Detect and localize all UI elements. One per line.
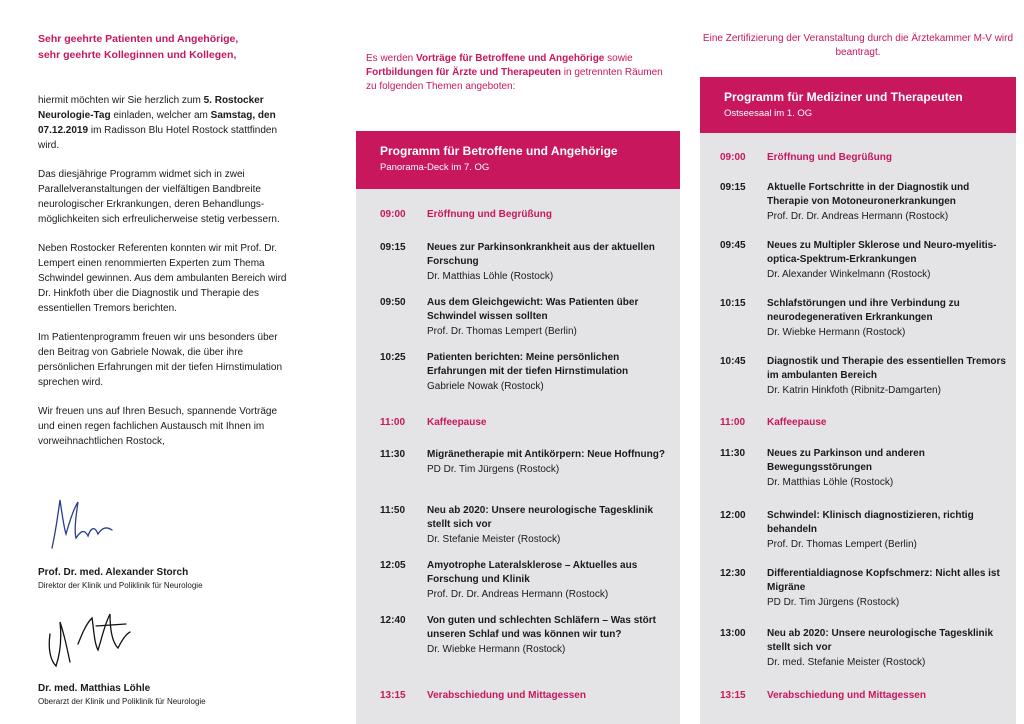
text-run: Fortbildungen für Ärzte und Therapeuten: [366, 67, 561, 78]
program-topic: Neu ab 2020: Unsere neurologische Tagesklinik stellt sich vor: [767, 628, 994, 653]
program-speaker: PD Dr. Tim Jürgens (Rostock): [767, 597, 900, 608]
program-title: Programm für Betroffene und Angehörige: [380, 144, 618, 158]
signature-storch-image: [46, 490, 128, 556]
letter-paragraph: Neben Rostocker Referenten konnten wir mit Prof. Dr. Lempert einen renommierten Experten zum Thema Schwindel gewinnen. Aus dem ambulanten Bereich wird Dr. Hinkfoth über die Diagnostik und Therapie des essentiellen Tremors berichten.: [38, 243, 287, 314]
text-run: einladen, welcher am: [110, 110, 211, 121]
salutation-line: Sehr geehrte Patienten und Angehörige,: [38, 33, 239, 45]
program-content: [427, 559, 672, 602]
program-content: [767, 355, 1008, 398]
program-content: [427, 448, 672, 477]
program-topic: Neu ab 2020: Unsere neurologische Tagesklinik stellt sich vor: [427, 505, 654, 530]
program-speaker: Prof. Dr. Thomas Lempert (Berlin): [427, 326, 577, 337]
text-run: sowie: [604, 53, 633, 64]
program-time: 09:45: [720, 240, 746, 251]
program-time: 11:00: [380, 417, 406, 428]
program-content: [767, 297, 1008, 340]
program-topic: Eröffnung und Begrüßung: [767, 152, 892, 163]
letter-paragraph: Wir freuen uns auf Ihren Besuch, spannende Vorträge und einen regen fachlichen Austausch mit Ihnen im vorweihnachtlichen Rostock,: [38, 406, 278, 447]
program-speaker: Dr. Matthias Löhle (Rostock): [427, 271, 554, 282]
program-topic: Patienten berichten: Meine persönlichen Erfahrungen mit der tiefen Hirnstimulation: [427, 352, 629, 377]
program-content: [427, 208, 672, 222]
program-content: [427, 614, 672, 657]
program-content: [767, 239, 1008, 282]
program-topic: Eröffnung und Begrüßung: [427, 209, 552, 220]
program-content: [427, 241, 672, 284]
program-location: Panorama-Deck im 7. OG: [380, 162, 490, 173]
program-time: 09:15: [720, 182, 746, 193]
program-speaker: PD Dr. Tim Jürgens (Rostock): [427, 464, 560, 475]
text-run: Es werden: [366, 53, 417, 64]
program-time: 09:15: [380, 242, 406, 253]
program-topic: Differentialdiagnose Kopfschmerz: Nicht alles ist Migräne: [767, 568, 1000, 593]
program-topic: Neues zu Parkinson und anderen Bewegungsstörungen: [767, 448, 925, 473]
program-title: Programm für Mediziner und Therapeuten: [724, 90, 963, 104]
program-topic: Verabschiedung und Mittagessen: [767, 690, 926, 701]
letter-paragraph: [38, 93, 296, 153]
program-speaker: Dr. Wiebke Hermann (Rostock): [767, 327, 906, 338]
program-time: 12:00: [720, 510, 746, 521]
signatory-title: Oberarzt der Klinik und Poliklinik für Neurologie: [38, 697, 206, 706]
program-content: [427, 689, 672, 703]
program-time: 13:15: [720, 690, 746, 701]
event-name: 5. Rostocker Neurologie-Tag: [38, 95, 264, 121]
program-content: [767, 627, 1008, 670]
text-run: Vorträge für Betroffene und Angehörige: [416, 53, 605, 64]
signatory-name: Dr. med. Matthias Löhle: [38, 683, 151, 694]
program-speaker: Dr. Alexander Winkelmann (Rostock): [767, 269, 931, 280]
program-topic: Amyotrophe Lateralsklerose – Aktuelles aus Forschung und Klinik: [427, 560, 638, 585]
doctors-program-list: [700, 133, 1016, 724]
program-content: [767, 447, 1008, 490]
program-speaker: Prof. Dr. Thomas Lempert (Berlin): [767, 539, 917, 550]
program-time: 11:50: [380, 505, 406, 516]
program-topic: Von guten und schlechten Schläfern – Was stört unseren Schlaf und was können wir tun?: [427, 615, 656, 640]
program-content: [427, 504, 672, 547]
program-content: [767, 416, 1008, 430]
program-speaker: Prof. Dr. Dr. Andreas Hermann (Rostock): [767, 211, 949, 222]
salutation-line: sehr geehrte Kolleginnen und Kollegen,: [38, 49, 237, 61]
program-speaker: Dr. med. Stefanie Meister (Rostock): [767, 657, 926, 668]
certification-note: Eine Zertifizierung der Veranstaltung durch die Ärztekammer M-V wird beantragt.: [702, 33, 1014, 58]
program-topic: Kaffeepause: [767, 417, 827, 428]
program-time: 09:00: [720, 152, 746, 163]
program-time: 11:00: [720, 417, 746, 428]
text-run: im Radisson Blu Hotel Rostock stattfinden wird.: [38, 125, 278, 151]
program-time: 13:00: [720, 628, 746, 639]
program-topic: Migränetherapie mit Antikörpern: Neue Hoffnung?: [427, 449, 665, 460]
program-topic: Kaffeepause: [427, 417, 487, 428]
program-time: 10:25: [380, 352, 406, 363]
event-date: Samstag, den 07.12.2019: [38, 110, 276, 136]
program-content: [767, 151, 1008, 165]
program-time: 12:30: [720, 568, 746, 579]
salutation: [38, 31, 238, 63]
program-content: [767, 567, 1008, 610]
program-time: 10:15: [720, 298, 746, 309]
program-content: [767, 181, 1008, 224]
program-time: 11:30: [720, 448, 746, 459]
program-time: 10:45: [720, 356, 746, 367]
signature-block: [38, 683, 206, 706]
signature-loehle-image: [40, 604, 136, 674]
program-speaker: Dr. Stefanie Meister (Rostock): [427, 534, 561, 545]
program-topic: Schwindel: Klinisch diagnostizieren, richtig behandeln: [767, 510, 974, 535]
program-speaker: Gabriele Nowak (Rostock): [427, 381, 544, 392]
program-topic: Schlafstörungen und ihre Verbindung zu neurodegenerativen Erkrankungen: [767, 298, 960, 323]
patients-program-list: [356, 189, 680, 724]
program-topic: Aktuelle Fortschritte in der Diagnostik und Therapie von Motoneuronerkrankungen: [767, 182, 970, 207]
letter-body: [38, 93, 296, 463]
program-time: 13:15: [380, 690, 406, 701]
program-time: 12:05: [380, 560, 406, 571]
program-topic: Aus dem Gleichgewicht: Was Patienten über Schwindel wissen sollten: [427, 297, 639, 322]
program-content: [767, 509, 1008, 552]
program-time: 11:30: [380, 449, 406, 460]
program-content: [767, 689, 1008, 703]
program-speaker: Dr. Wiebke Hermann (Rostock): [427, 644, 566, 655]
doctors-program-header: [700, 77, 1016, 133]
program-topic: Verabschiedung und Mittagessen: [427, 690, 586, 701]
program-content: [427, 351, 672, 394]
letter-paragraph: Das diesjährige Programm widmet sich in zwei Parallelveranstaltungen der vielfältigen Bandbreite neurologischer Erkrankungen, deren Behandlungs-möglichkeiten sich erfreulicherweise stetig verbessern.: [38, 169, 280, 225]
program-topic: Neues zu Multipler Sklerose und Neuro-myelitis-optica-Spektrum-Erkrankungen: [767, 240, 997, 265]
program-speaker: Dr. Matthias Löhle (Rostock): [767, 477, 894, 488]
program-speaker: Prof. Dr. Dr. Andreas Hermann (Rostock): [427, 589, 609, 600]
signature-block: [38, 567, 203, 590]
program-content: [427, 296, 672, 339]
signatory-title: Direktor der Klinik und Poliklinik für Neurologie: [38, 581, 203, 590]
letter-paragraph: Im Patientenprogramm freuen wir uns besonders über den Beitrag von Gabriele Nowak, die über ihre persönlichen Erfahrungen mit der tiefen Hirnstimulation sprechen wird.: [38, 332, 283, 388]
patients-program-header: [356, 131, 680, 189]
program-location: Ostseesaal im 1. OG: [724, 108, 813, 119]
program-topic: Neues zur Parkinsonkrankheit aus der aktuellen Forschung: [427, 242, 655, 267]
program-content: [427, 416, 672, 430]
text-run: hiermit möchten wir Sie herzlich zum: [38, 95, 204, 106]
program-time: 12:40: [380, 615, 406, 626]
text-run: in getrennten Räumen zu folgenden Themen angeboten:: [366, 67, 663, 92]
program-time: 09:50: [380, 297, 406, 308]
program-time: 09:00: [380, 209, 406, 220]
program-speaker: Dr. Katrin Hinkfoth (Ribnitz-Damgarten): [767, 385, 941, 396]
intro-text: [366, 52, 670, 94]
signatory-name: Prof. Dr. med. Alexander Storch: [38, 567, 189, 578]
program-topic: Diagnostik und Therapie des essentiellen Tremors im ambulanten Bereich: [767, 356, 1006, 381]
